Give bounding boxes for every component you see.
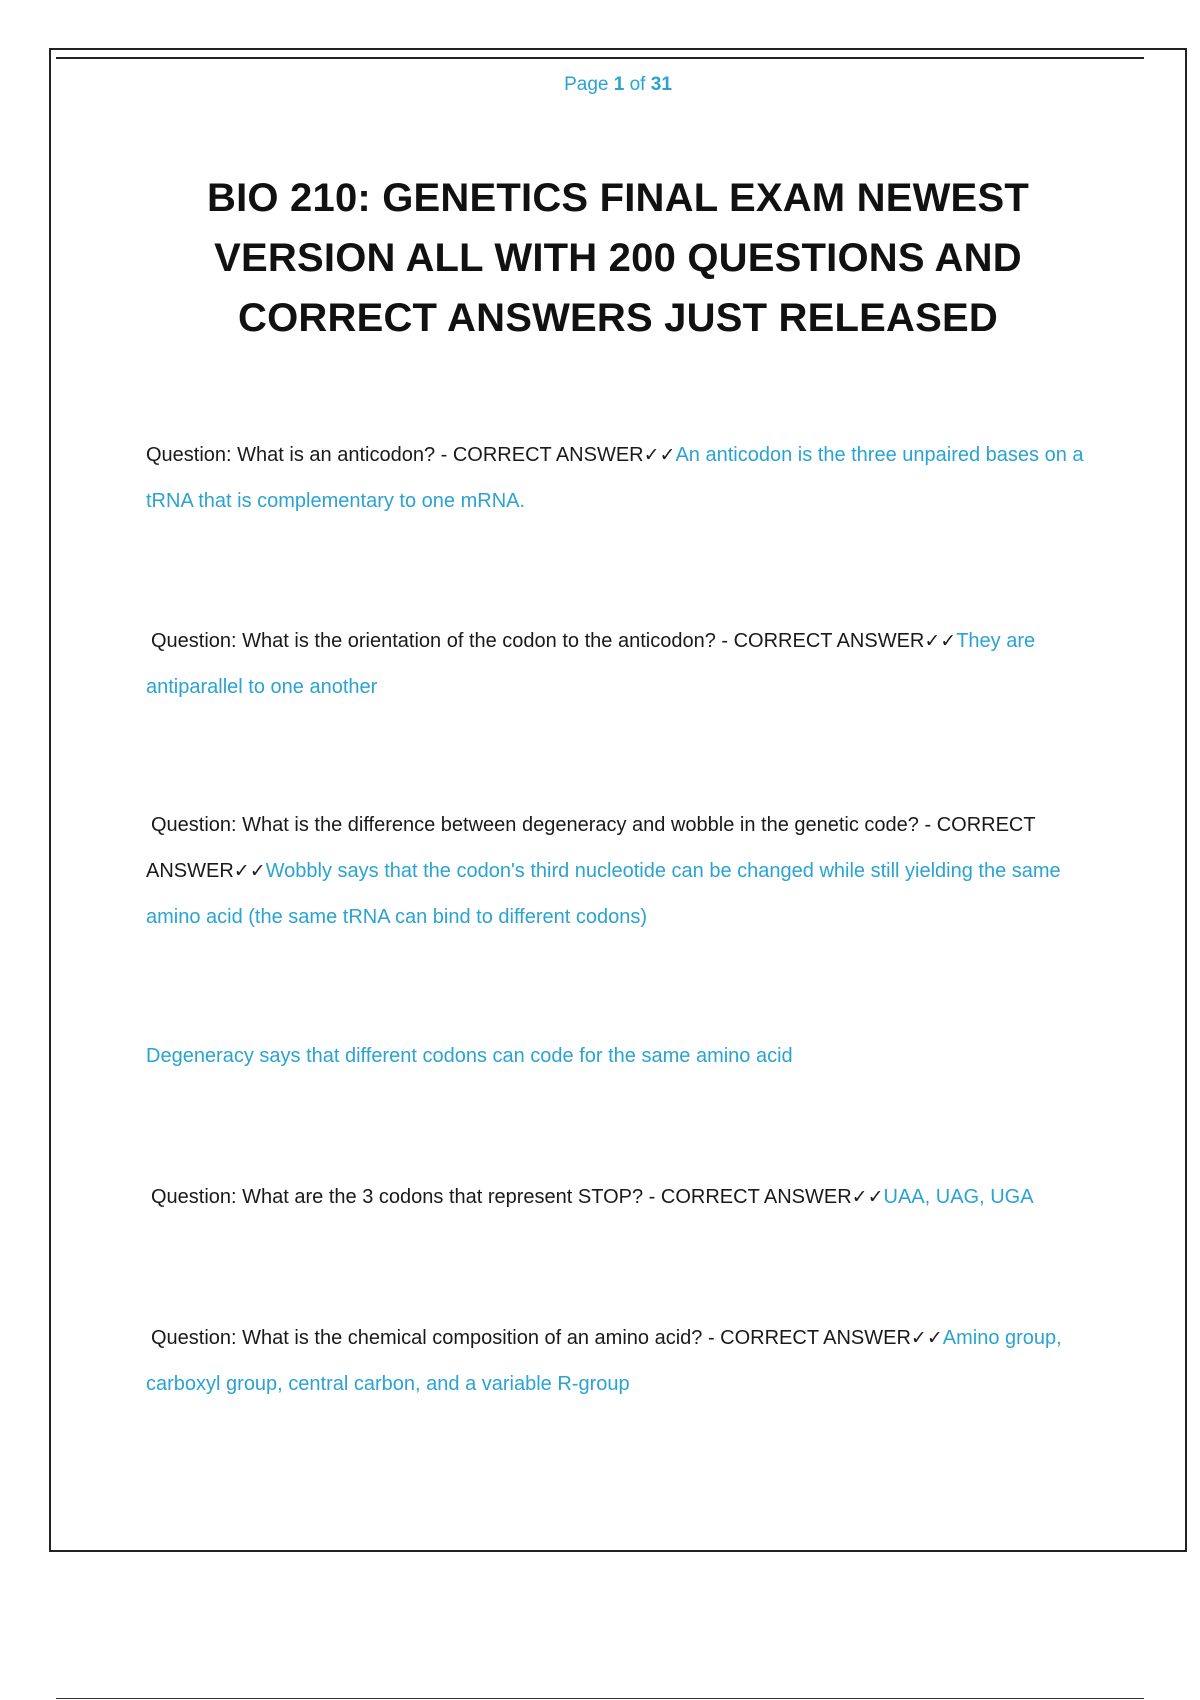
question-text: Question: What are the 3 codons that represent STOP? - CORRECT ANSWER — [151, 1186, 852, 1208]
page-label-of: of — [629, 74, 646, 95]
bottom-rule — [56, 1698, 1144, 1699]
answer-text: Wobbly says that the codon's third nucleotide can be changed while still yielding the same amino acid (the same tRNA can bind to different codons) — [146, 860, 1061, 928]
question-text: Question: What is the chemical composition of an amino acid? - CORRECT ANSWER — [151, 1327, 911, 1349]
question-text: Question: What is an anticodon? - CORRECT ANSWER — [146, 444, 644, 466]
qa-item — [146, 1315, 1096, 1407]
check-mark-icon: ✓✓ — [233, 860, 266, 882]
qa-item — [146, 802, 1096, 940]
page-label-prefix: Page — [564, 74, 609, 95]
answer-text: Amino group, carboxyl group, central carbon, and a variable R-group — [146, 1327, 1062, 1395]
check-mark-icon: ✓✓ — [924, 630, 957, 652]
document-title: BIO 210: GENETICS FINAL EXAM NEWEST VERSION ALL WITH 200 QUESTIONS AND CORRECT ANSWERS JUST RELEASED — [207, 176, 1029, 340]
answer-text: They are antiparallel to one another — [146, 630, 1036, 698]
answer-text: Degeneracy says that different codons can code for the same amino acid — [146, 1045, 793, 1067]
check-mark-icon: ✓✓ — [643, 444, 676, 466]
check-mark-icon: ✓✓ — [851, 1186, 884, 1208]
qa-item — [146, 618, 1096, 710]
qa-item — [146, 1174, 1096, 1220]
question-text: Question: What is the difference between degeneracy and wobble in the genetic code? - CORRECT ANSWER — [146, 814, 1036, 882]
page-number — [0, 74, 1200, 96]
page-current: 1 — [613, 74, 625, 95]
qa-item-continuation — [146, 1033, 1096, 1079]
answer-text: UAA, UAG, UGA — [883, 1186, 1034, 1208]
answer-text: An anticodon is the three unpaired bases on a tRNA that is complementary to one mRNA. — [146, 444, 1084, 512]
page-total: 31 — [650, 74, 672, 95]
question-text: Question: What is the orientation of the codon to the anticodon? - CORRECT ANSWER — [151, 630, 925, 652]
qa-item — [146, 432, 1096, 524]
check-mark-icon: ✓✓ — [910, 1327, 943, 1349]
top-rule — [56, 57, 1144, 59]
